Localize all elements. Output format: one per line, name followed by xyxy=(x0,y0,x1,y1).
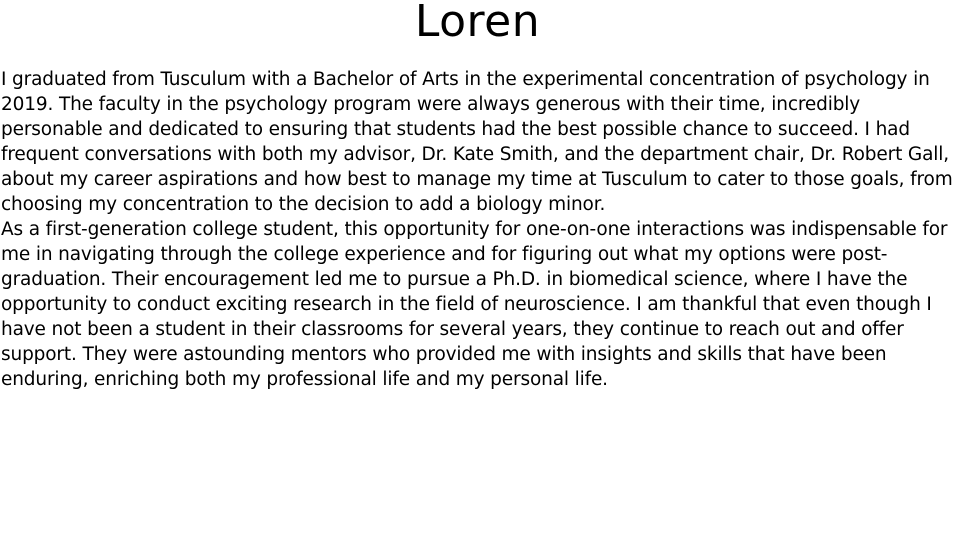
testimonial-paragraph-1: I graduated from Tusculum with a Bachelor of Arts in the experimental concentration of psychology in 2019. The faculty in the psychology program were always generous with their time, incredibly personable and dedicated to ensuring that students had the best possible chance to succeed. I had frequent conversations with both my advisor, Dr. Kate Smith, and the department chair, Dr. Robert Gall, about my career aspirations and how best to manage my time at Tusculum to cater to those goals, from choosing my concentration to the decision to add a biology minor. xyxy=(1,69,953,215)
testimonial-paragraph-2: As a first-generation college student, this opportunity for one-on-one interactions was indispensable for me in navigating through the college experience and for figuring out what my options were post-graduation. Their encouragement led me to pursue a Ph.D. in biomedical science, where I have the opportunity to conduct exciting research in the field of neuroscience. I am thankful that even though I have not been a student in their classrooms for several years, they continue to reach out and offer support. They were astounding mentors who provided me with insights and skills that have been enduring, enriching both my professional life and my personal life. xyxy=(1,219,948,390)
testimonial-body xyxy=(1,67,955,392)
slide-title: Loren xyxy=(414,0,541,47)
